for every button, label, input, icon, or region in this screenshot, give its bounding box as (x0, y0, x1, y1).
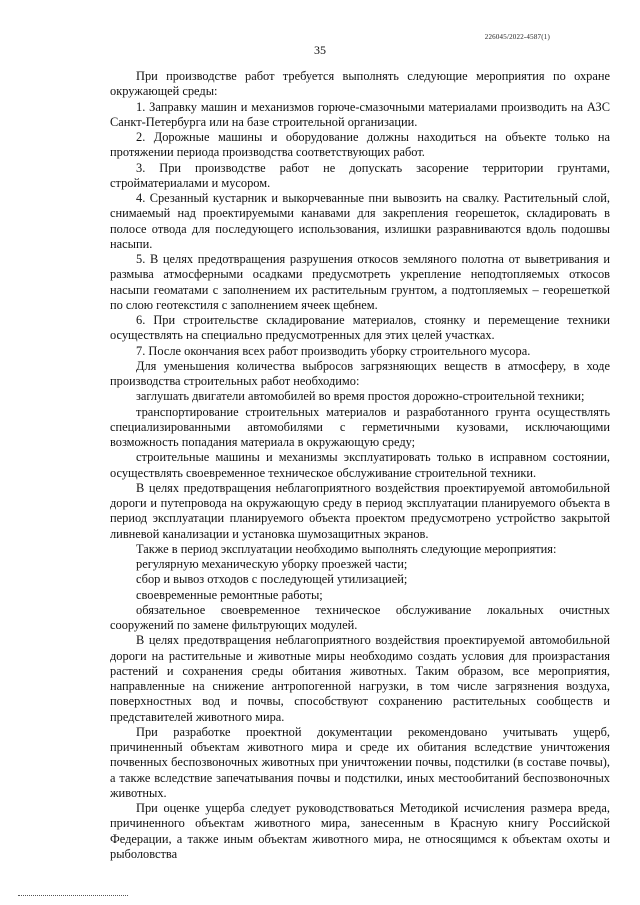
paragraph: При разработке проектной документации рекомендовано учитывать ущерб, причиненный объектам животного мира и среде их обитания вследствие уничтожения почвенных беспозвоночных животных при уничтожении почвы, подстилки (в составе почвы), а также вследствие запечатывания почвы и подстилки, иных местообитаний беспозвоночных животных. (110, 724, 610, 800)
paragraph: транспортирование строительных материалов и разработанного грунта осуществлять специализированными автомобилями с герметичными кузовами, исключающими возможность попадания материала в окружающую среду; (110, 404, 610, 449)
document-body (110, 69, 610, 862)
paragraph: При производстве работ требуется выполнять следующие мероприятия по охране окружающей среды: (110, 69, 610, 99)
paragraph: В целях предотвращения неблагоприятного воздействия проектируемой автомобильной дороги и путепровода на окружающую среду в период эксплуатации планируемого объекта в период эксплуатации планируемого объекта проектом предусмотрено устройство закрытой ливневой канализации и установка шумозащитных экранов. (110, 480, 610, 541)
paragraph: 3. При производстве работ не допускать засорение территории грунтами, стройматериалами и мусором. (110, 160, 610, 190)
paragraph: 6. При строительстве складирование материалов, стоянку и перемещение техники осуществлять на специально предусмотренных для этих целей участках. (110, 313, 610, 343)
paragraph: Для уменьшения количества выбросов загрязняющих веществ в атмосферу, в ходе производства строительных работ необходимо: (110, 358, 610, 388)
paragraph: 1. Заправку машин и механизмов горюче-смазочными материалами производить на АЗС Санкт-Петербурга или на базе строительной организации. (110, 99, 610, 129)
paragraph: 4. Срезанный кустарник и выкорчеванные пни вывозить на свалку. Растительный слой, снимаемый над проектируемыми канавами для закрепления георешеток, складировать в полосе отвода для последующего использования, излишки разравниваются вдоль подошвы насыпи. (110, 191, 610, 251)
paragraph: обязательное своевременное техническое обслуживание локальных очистных сооружений по замене фильтрующих модулей. (110, 602, 610, 632)
paragraph: своевременные ремонтные работы; (136, 587, 323, 602)
document-registration-number: 226045/2022-4587(1) (484, 33, 550, 41)
paragraph: 5. В целях предотвращения разрушения откосов земляного полотна от выветривания и размыва атмосферными осадками предусмотреть укрепление неподтопляемых откосов насыпи геоматами с заполнением их растительным грунтом, а подтопляемых – георешеткой по слою геотекстиля с заполнением ячеек щебнем. (110, 252, 610, 312)
paragraph: Также в период эксплуатации необходимо выполнять следующие мероприятия: (136, 541, 557, 556)
paragraph: сбор и вывоз отходов с последующей утилизацией; (136, 572, 408, 587)
paragraph: В целях предотвращения неблагоприятного воздействия проектируемой автомобильной дороги на растительные и животные миры необходимо создать условия для произрастания растений и сохранения среды обитания животных. Таким образом, все мероприятия, направленные на снижение антропогенной нагрузки, в том числе загрязнения воздуха, поверхностных вод и почвы, способствуют сохранению растительных сообществ и представителей животного мира. (110, 633, 610, 724)
page-number: 35 (314, 43, 326, 57)
paragraph: регулярную механическую уборку проезжей части; (136, 557, 408, 571)
paragraph: 7. После окончания всех работ производить уборку строительного мусора. (136, 343, 531, 358)
page-bottom-divider (18, 895, 128, 896)
paragraph: строительные машины и механизмы эксплуатировать только в исправном состоянии, осуществлять своевременное техническое обслуживание строительной техники. (110, 450, 610, 480)
paragraph: 2. Дорожные машины и оборудование должны находиться на объекте только на протяжении периода производства соответствующих работ. (110, 130, 610, 160)
paragraph: заглушать двигатели автомобилей во время простоя дорожно-строительной техники; (136, 389, 585, 404)
paragraph: При оценке ущерба следует руководствоваться Методикой исчисления размера вреда, причиненного объектам животного мира, занесенным в Красную книгу Российской Федерации, а также иным объектам животного мира, не относящимся к объектам охоты и рыболовства (110, 801, 610, 861)
